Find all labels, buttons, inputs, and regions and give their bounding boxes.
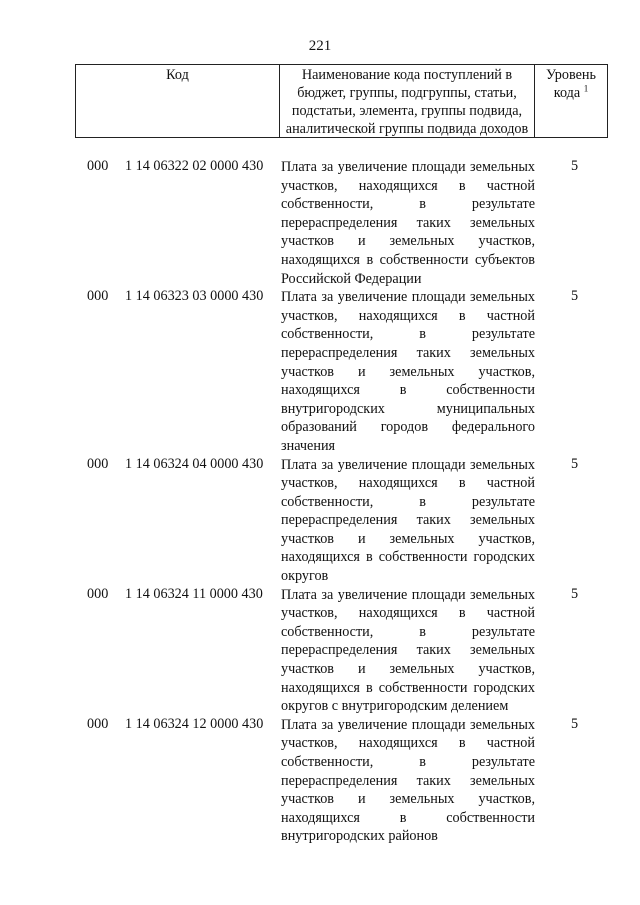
table-row [0,456,640,586]
row-name: Плата за увеличение площади земельных участков, находящихся в частной собственности, в результате перераспределения таких земельных участков и земельных участков, находящихся в собственности субъектов Российской Федерации [281,159,535,287]
row-revenue-code: 1 14 06324 12 0000 430 [125,715,264,732]
row-level: 5 [571,158,579,174]
row-admin-code: 000 [87,585,109,602]
row-name: Плата за увеличение площади земельных участков, находящихся в частной собственности, в результате перераспределения таких земельных участков и земельных участков, находящихся в собственности внутригородских муниципальных образований городов федерального значения [281,289,535,454]
header-level-footnote: 1 [583,83,589,94]
header-name: Наименование кода поступлений в бюджет, группы, подгруппы, статьи, подстатьи, элемента, группы подвида, аналитической группы подвида доходов [280,65,535,137]
row-admin-code: 000 [87,455,109,472]
header-level [535,65,607,137]
row-revenue-code: 1 14 06323 03 0000 430 [125,288,264,305]
header-code: Код [76,65,280,137]
table-row [0,586,640,716]
row-admin-code: 000 [87,288,109,305]
row-admin-code: 000 [87,715,109,732]
row-name: Плата за увеличение площади земельных участков, находящихся в частной собственности, в результате перераспределения таких земельных участков и земельных участков, находящихся в собственности городских округов с внутригородским делением [281,586,535,715]
table-row [0,288,640,455]
row-revenue-code: 1 14 06322 02 0000 430 [125,158,264,174]
row-level: 5 [571,288,579,305]
row-name: Плата за увеличение площади земельных участков, находящихся в частной собственности, в результате перераспределения таких земельных участков и земельных участков, находящихся в собственности внутригородских районов [281,716,535,845]
page-number: 221 [308,38,332,54]
table-body [0,158,640,846]
row-level: 5 [571,715,579,732]
row-name: Плата за увеличение площади земельных участков, находящихся в частной собственности, в результате перераспределения таких земельных участков и земельных участков, находящихся в собственности городских округов [281,456,535,585]
table-row [0,158,640,288]
table-row [0,716,640,846]
row-admin-code: 000 [87,158,109,174]
row-revenue-code: 1 14 06324 04 0000 430 [125,455,264,472]
row-level: 5 [571,455,579,472]
row-revenue-code: 1 14 06324 11 0000 430 [125,585,263,602]
table-header [75,64,608,138]
row-level: 5 [571,585,579,602]
header-level-label: Уровень кода [546,67,596,101]
